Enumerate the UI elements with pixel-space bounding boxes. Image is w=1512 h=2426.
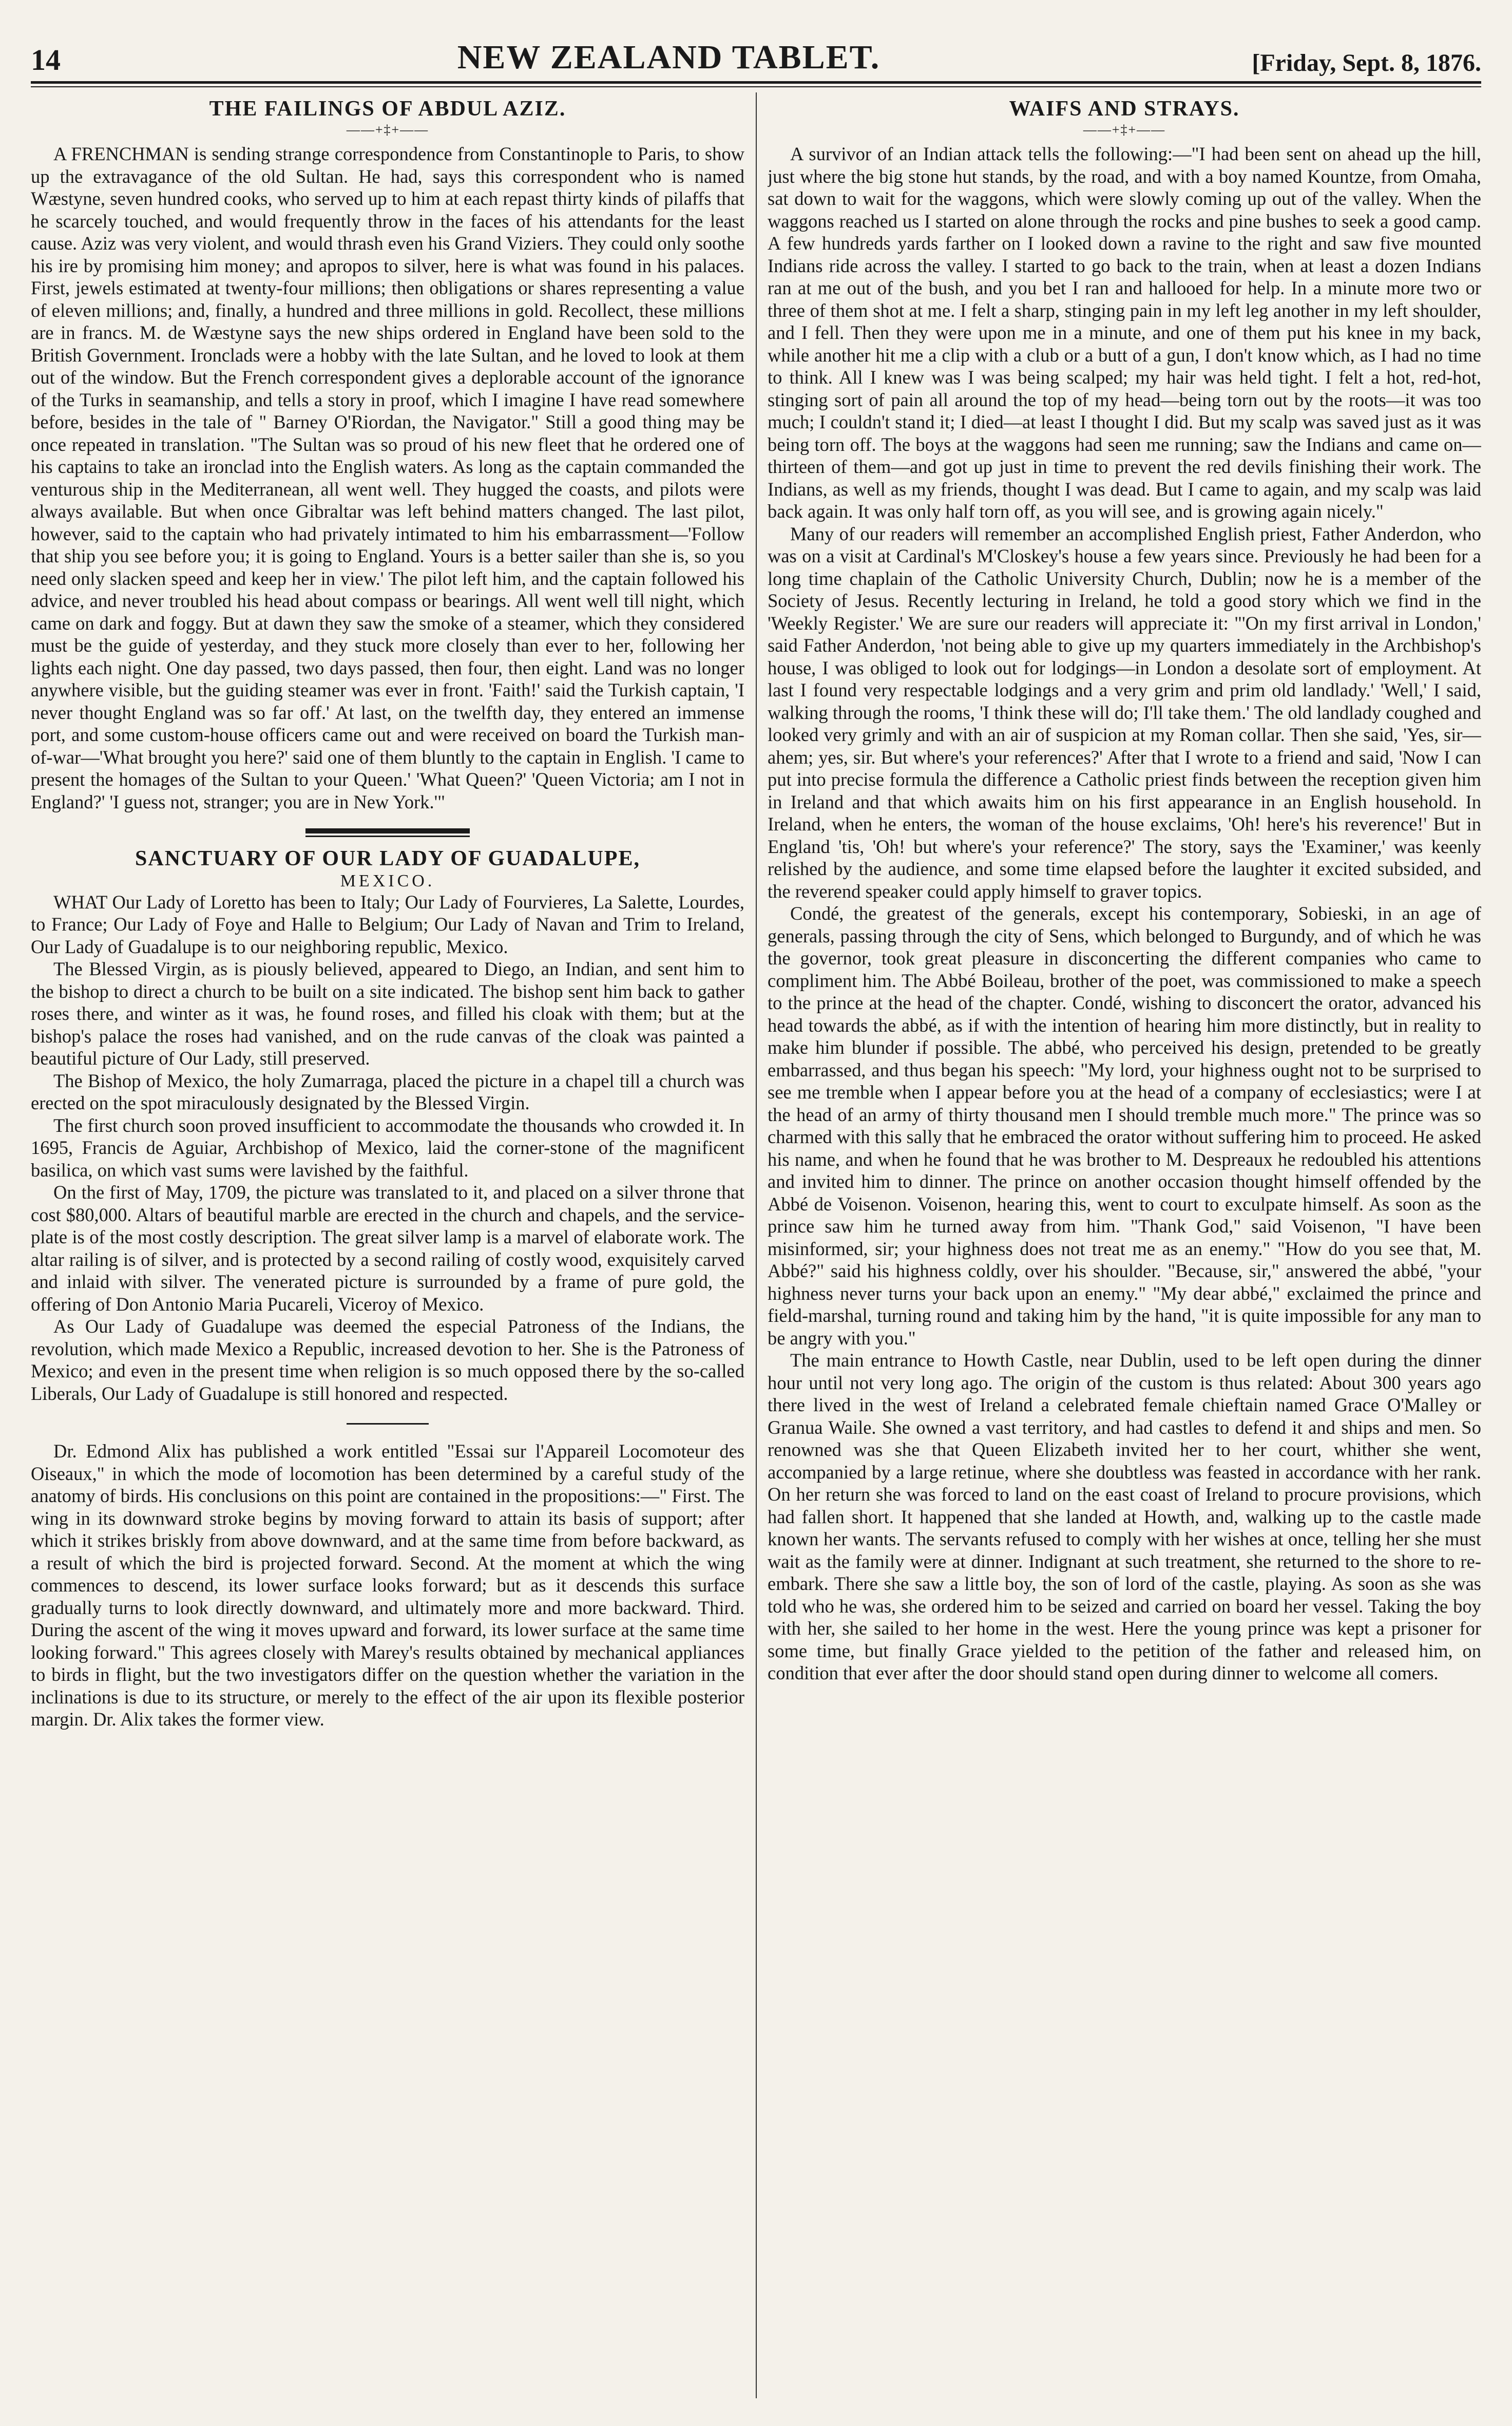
article-heading: SANCTUARY OF OUR LADY OF GUADALUPE, <box>135 847 640 871</box>
heading-ornament: ——+‡+—— <box>346 122 429 138</box>
page-number: 14 <box>31 43 61 77</box>
article-paragraph: WHAT Our Lady of Loretto has been to Italy; Our Lady of Fourvieres, La Salette, Lourdes, to France; Our Lady of Foye and Halle to Belgium; Our Lady of Navan and Trim to Ireland, Our Lady of Guadalupe is to our neighboring republic, Mexico. <box>31 891 744 957</box>
article-heading: THE FAILINGS OF ABDUL AZIZ. <box>209 97 566 121</box>
newspaper-title: NEW ZEALAND TABLET. <box>457 39 881 76</box>
article-paragraph: On the first of May, 1709, the picture was translated to it, and placed on a silver throne that cost $80,000. Altars of beautiful marble are erected in the church and chapels, and the service-plate is of the most costly description. The great silver lamp is a marvel of elaborate work. The altar railing is of silver, and is protected by a second railing of costly wood, exquisitely carved and inlaid with silver. The venerated picture is surrounded by a frame of pure gold, the offering of Don Antonio Maria Pucareli, Viceroy of Mexico. <box>31 1182 744 1315</box>
article-paragraph: The first church soon proved insufficient to accommodate the thousands who crowded it. In 1695, Francis de Aguiar, Archbishop of Mexico, laid the corner-stone of the magnificent basilica, on which vast sums were lavished by the faithful. <box>31 1114 744 1181</box>
article-subheading: MEXICO. <box>340 871 435 890</box>
article-paragraph: The main entrance to Howth Castle, near Dublin, used to be left open during the dinner hour until not very long ago. The origin of the custom is thus related: About 300 years ago there lived in the west of Ireland a celebrated female chieftain named Grace O'Malley or Granua Waile. She owned a vast territory, and had castles to defend it and ships and men. So renowned was she that Queen Elizabeth invited her to her court, whither she went, accompanied by a large retinue, where she doubtless was feasted in accordance with her rank. On her return she was forced to land on the east coast of Ireland to procure provisions, which had fallen short. It happened that she landed at Howth, and, walking up to the castle made known her wants. The servants refused to comply with her wishes at once, telling her she must wait as the family were at dinner. Indignant at such treatment, she returned to the shore to re-embark. There she saw a little boy, the son of lord of the castle, playing. As soon as she was told who he was, she ordered him to be seized and carried on board her vessel. Taking the boy with her, she sailed to her home in the west. Here the young prince was kept a prisoner for some time, but finally Grace yielded to the petition of the father and released him, on condition that ever after the door should stand open during dinner to welcome all comers. <box>768 1350 1481 1684</box>
section-separator-thin <box>305 836 470 837</box>
article-paragraph: Many of our readers will remember an accomplished English priest, Father Anderdon, who was on a visit at Cardinal's M'Closkey's house a few years since. Previously he had been for a long time chaplain of the Catholic University Church, Dublin; now he is a member of the Society of Jesus. Recently lecturing in Ireland, he told a good story which we find in the 'Weekly Register.' We are sure our readers will appreciate it: "'On my first arrival in London,' said Father Anderdon, 'not being able to give up my quarters immediately in the Archbishop's house, I was obliged to look out for lodgings—in London a desolate sort of employment. At last I found very respectable lodgings and a very grim and prim old landlady.' 'Well,' I said, walking through the rooms, 'I think these will do; I'll take them.' The old landlady coughed and looked very grimly and with an air of suspicion at my Roman collar. Then she said, 'Yes, sir—ahem; yes, sir. But where's your references?' After that I wrote to a friend and said, 'Now I can put into precise formula the difference a Catholic priest finds between the reception given him in Ireland and that which awaits him on his first appearance in an English household. In Ireland, when he enters, the woman of the house exclaims, 'Oh! here's his reverence!' But in England 'tis, 'Oh! but where's your reference?' The story, says the 'Examiner,' was keenly relished by the audience, and some time elapsed before the laughter it excited subsided, and the reverend speaker could apply himself to graver topics. <box>768 523 1481 902</box>
section-separator <box>305 828 470 833</box>
article-paragraph: A FRENCHMAN is sending strange correspondence from Constantinople to Paris, to show up the extravagance of the old Sultan. He had, says this correspondent who is named Wæstyne, seven hundred cooks, who served up to him at each repast thirty kinds of pilaffs that he scarcely touched, and would frequently throw in the faces of his attendants for the least cause. Aziz was very violent, and would thrash even his Grand Viziers. They could only soothe his ire by promising him money; and apropos to silver, here is what was found in his palaces. First, jewels estimated at twenty-four millions; then obligations or shares representing a value of eleven millions; and, finally, a hundred and three millions in gold. Recollect, these millions are in francs. M. de Wæstyne says the new ships ordered in England have been sold to the British Government. Ironclads were a hobby with the late Sultan, and he loved to look at them out of the window. But the French correspondent gives a deplorable account of the ignorance of the Turks in seamanship, and tells a story in proof, which I imagine I have read somewhere before, besides in the tale of " Barney O'Riordan, the Navigator." Still a good thing may be once repeated in translation. "The Sultan was so proud of his new fleet that he ordered one of his captains to take an ironclad into the English waters. As long as the captain commanded the venturous ship in the Mediterranean, all went well. They hugged the coasts, and pilots were always available. But when once Gibraltar was left behind matters changed. The last pilot, however, said to the captain who had privately intimated to him his embarrassment—'Follow that ship you see before you; it is going to England. Yours is a better sailer than she is, so you need only slacken speed and keep her in view.' The pilot left him, and the captain followed his advice, and never troubled his head about compass or bearings. All went well till night, which came on dark and foggy. But at dawn they saw the smoke of a steamer, which they considered must be the guide of yesterday, and they stuck more closely than ever to her, following her lights each night. One day passed, two days passed, then four, then eight. Land was no longer anywhere visible, but the guiding steamer was ever in front. 'Faith!' said the Turkish captain, 'I never thought England was so far off.' At last, on the twelfth day, they entered an immense port, and some custom-house officers came out and were received on board the Turkish man-of-war—'What brought you here?' said one of them bluntly to the captain in English. 'I came to present the homages of the Sultan to your Queen.' 'What Queen?' 'Queen Victoria; am I not in England?' 'I guess not, stranger; you are in New York.'" <box>31 143 744 812</box>
short-separator <box>347 1423 429 1425</box>
article-paragraph: The Bishop of Mexico, the holy Zumarraga, placed the picture in a chapel till a church was erected on the spot miraculously designated by the Blessed Virgin. <box>31 1070 744 1114</box>
article-heading: WAIFS AND STRAYS. <box>1009 97 1240 121</box>
masthead-rule <box>31 81 1481 84</box>
article-paragraph: As Our Lady of Guadalupe was deemed the especial Patroness of the Indians, the revolution, which made Mexico a Republic, increased devotion to her. She is the Patroness of Mexico; and even in the present time when religion is so much opposed there by the so-called Liberals, Our Lady of Guadalupe is still honored and respected. <box>31 1316 744 1404</box>
heading-ornament: ——+‡+—— <box>1083 122 1166 138</box>
article-paragraph: The Blessed Virgin, as is piously believed, appeared to Diego, an Indian, and sent him to the bishop to direct a church to be built on a site indicated. The bishop sent him back to gather roses there, and winter as it was, he found roses, and filled his cloak with them; but at the bishop's palace the roses had vanished, and on the rude canvas of the cloak was painted a beautiful picture of Our Lady, still preserved. <box>31 958 744 1069</box>
article-paragraph: Condé, the greatest of the generals, except his contemporary, Sobieski, in an age of generals, passing through the city of Sens, which belonged to Burgundy, and of which he was the governor, took great pleasure in disconcerting the different companies who came to compliment him. The Abbé Boileau, brother of the poet, was commissioned to make a speech to the prince at the head of the chapter. Condé, wishing to disconcert the orator, advanced his head towards the abbé, as if with the intention of hearing him more distinctly, but in reality to make him blunder if possible. The abbé, who perceived his design, pretended to be greatly embarrassed, and thus began his speech: "My lord, your highness ought not to be surprised to see me tremble when I appear before you at the head of a company of ecclesiastics; were I at the head of an army of thirty thousand men I should tremble much more." The prince was so charmed with this sally that he embraced the orator without suffering him to proceed. He asked his name, and when he found that he was brother to M. Despreaux he redoubled his attentions and invited him to dinner. The prince on another occasion thought himself offended by the Abbé de Voisenon. Voisenon, hearing this, went to court to exculpate himself. As soon as the prince saw him he turned away from him. "Thank God," said Voisenon, "I have been misinformed, sir; your highness does not treat me as an enemy." "How do you see that, M. Abbé?" said his highness coldly, over his shoulder. "Because, sir," answered the abbé, "your highness never turns your back upon an enemy." "My dear abbé," exclaimed the prince and field-marshal, turning round and taking him by the hand, "it is quite impossible for any man to be angry with you." <box>768 903 1481 1349</box>
article-waifs-and-strays <box>768 97 1481 1684</box>
masthead <box>31 15 1481 77</box>
left-column <box>31 92 744 2403</box>
right-column <box>768 92 1481 2403</box>
column-divider <box>756 92 757 2398</box>
article-bird-flight <box>31 1440 744 1731</box>
article-paragraph: Dr. Edmond Alix has published a work entitled "Essai sur l'Appareil Locomoteur des Oiseaux," in which the mode of locomotion has been determined by a careful study of the anatomy of birds. His conclusions on this point are contained in the propositions:—" First. The wing in its downward stroke begins by moving forward to attain its basis of support; after which it strikes briskly from above downward, and at the same time from before backward, as a result of which the bird is projected forward. Second. At the moment at which the wing commences to descend, its lower surface looks forward; but as it descends this surface gradually turns to look directly downward, and ultimately more and more backward. Third. During the ascent of the wing it moves upward and forward, its lower surface at the same time looking forward." This agrees closely with Marey's results obtained by mechanical appliances to birds in flight, but the two investigators differ on the question whether the variation in the inclinations is due to its structure, or merely to the effect of the air upon its flexible posterior margin. Dr. Alix takes the former view. <box>31 1441 744 1730</box>
article-guadalupe <box>31 846 744 1405</box>
masthead-rule-thin <box>31 86 1481 87</box>
issue-date: [Friday, Sept. 8, 1876. <box>1252 49 1481 77</box>
article-abdul-aziz <box>31 97 744 813</box>
article-paragraph: A survivor of an Indian attack tells the following:—"I had been sent on ahead up the hill, just where the big stone hut stands, by the road, and with a boy named Kountze, from Omaha, sat down to wait for the waggons, which were slowly coming up out of the valley. When the waggons reached us I started on alone through the rocks and pine bushes to seek a good camp. A few hundreds yards farther on I looked down a ravine to the right and saw five mounted Indians ride across the valley. I started to go back to the train, when at least a dozen Indians ran at me out of the bush, and you bet I ran and hallooed for help. In a minute more two or three of them shot at me. I felt a sharp, stinging pain in my left leg another in my left shoulder, and I fell. Then they were upon me in a minute, and one of them put his knee in my back, while another hit me a clip with a club or a butt of a gun, I don't know which, as I had no time to think. All I knew was I was being scalped; my hair was held tight. I felt a hot, red-hot, stinging sort of pain all around the top of my head—being torn out by the roots—it was too much; I couldn't stand it; I died—at least I thought I did. But my scalp was saved just as it was being torn off. The boys at the waggons had seen me running; saw the Indians and came on—thirteen of them—and got up just in time to prevent the red devils finishing their work. The Indians, as well as my friends, thought I was dead. But I came to again, and my scalp was laid back again. It was only half torn off, as you will see, and is growing again nicely." <box>768 143 1481 522</box>
